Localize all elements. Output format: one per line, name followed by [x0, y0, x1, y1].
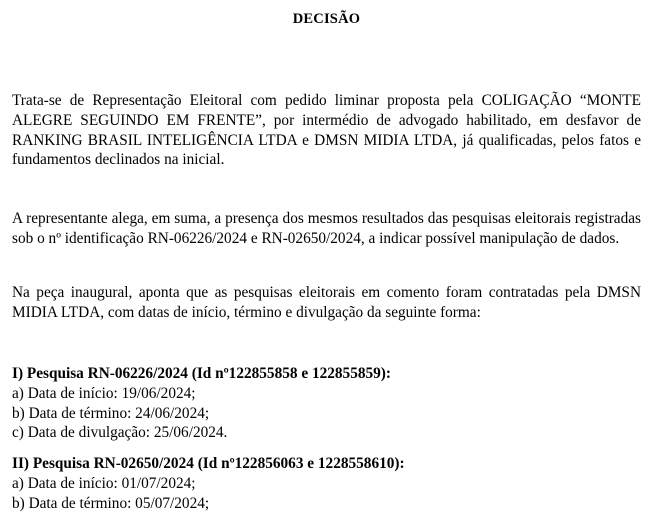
paragraph-allegation: A representante alega, em suma, a presença dos mesmos resultados das pesquisas eleitorais registradas sob o nº identificação RN-06226/2024 e RN-02650/2024, a indicar possível manipulação de dados.: [12, 210, 641, 247]
document-title: DECISÃO: [292, 11, 361, 27]
section-line-end-date: b) Data de término: 24/06/2024;: [12, 404, 210, 422]
section-line-release-date: c) Data de divulgação: 25/06/2024.: [12, 424, 228, 442]
section-line-end-date: b) Data de término: 05/07/2024;: [12, 494, 210, 512]
section-heading: II) Pesquisa RN-02650/2024 (Id nº122856063 e 1228558610):: [12, 455, 405, 472]
section-heading: I) Pesquisa RN-06226/2024 (Id nº122855858 e 122855859):: [12, 365, 391, 382]
section-poll-1: [12, 364, 641, 443]
section-line-start-date: a) Data de início: 01/07/2024;: [12, 474, 196, 492]
paragraph-inaugural: Na peça inaugural, aponta que as pesquisas eleitorais em comento foram contratadas pela DMSN MIDIA LTDA, com datas de início, término e divulgação da seguinte forma:: [12, 284, 641, 321]
section-poll-2: [12, 454, 641, 513]
paragraph-representation: Trata-se de Representação Eleitoral com pedido liminar proposta pela COLIGAÇÃO “MONTE ALEGRE SEGUINDO EM FRENTE”, por intermédio de advogado habilitado, em desfavor de RANKING BRASIL INTELIGÊNCIA LTDA e DMSN MIDIA LTDA, já qualificadas, pelos fatos e fundamentos declinados na inicial.: [12, 92, 641, 169]
section-line-start-date: a) Data de início: 19/06/2024;: [12, 384, 196, 402]
